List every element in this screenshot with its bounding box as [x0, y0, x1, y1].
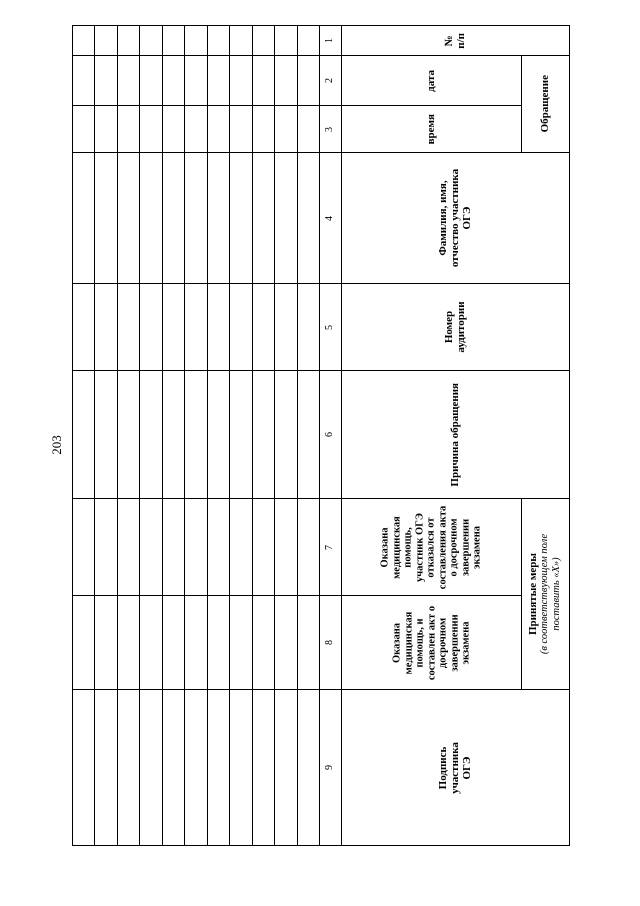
empty-cell[interactable]	[140, 690, 162, 846]
empty-cell[interactable]	[117, 499, 139, 596]
empty-row	[275, 26, 297, 846]
empty-cell[interactable]	[117, 26, 139, 56]
column-number: 4	[320, 153, 342, 284]
column-number-row	[320, 26, 342, 846]
header-full-name: Фамилия, имя, отчество участника ОГЭ	[437, 168, 474, 268]
header-full-name-cell	[342, 153, 570, 284]
empty-cell[interactable]	[73, 371, 95, 499]
header-date-cell	[342, 56, 522, 106]
empty-cell[interactable]	[275, 56, 297, 106]
header-date: дата	[425, 69, 438, 92]
empty-cell[interactable]	[297, 26, 319, 56]
empty-cell[interactable]	[95, 284, 117, 371]
empty-cell[interactable]	[117, 284, 139, 371]
empty-cell[interactable]	[117, 56, 139, 106]
empty-cell[interactable]	[140, 499, 162, 596]
empty-cell[interactable]	[140, 106, 162, 153]
empty-cell[interactable]	[207, 499, 229, 596]
header-measures-note: (в соответствующем поле поставить «Х»)	[539, 533, 563, 655]
empty-cell[interactable]	[73, 56, 95, 106]
empty-cell[interactable]	[117, 596, 139, 690]
empty-cell[interactable]	[95, 153, 117, 284]
empty-cell[interactable]	[185, 690, 207, 846]
empty-cell[interactable]	[95, 26, 117, 56]
empty-cell[interactable]	[275, 153, 297, 284]
header-measures-cell	[522, 499, 570, 690]
empty-cell[interactable]	[252, 106, 274, 153]
empty-cell[interactable]	[297, 153, 319, 284]
column-number: 5	[320, 284, 342, 371]
empty-cell[interactable]	[140, 596, 162, 690]
empty-cell[interactable]	[140, 153, 162, 284]
header-measures-block	[528, 514, 564, 674]
empty-cell[interactable]	[185, 499, 207, 596]
header-room: Номер аудитории	[443, 301, 468, 353]
header-signature: Подпись участника ОГЭ	[437, 741, 474, 794]
empty-cell[interactable]	[95, 371, 117, 499]
page-number: 203	[49, 435, 64, 455]
empty-cell[interactable]	[162, 284, 184, 371]
empty-cell[interactable]	[230, 153, 252, 284]
empty-cell[interactable]	[230, 56, 252, 106]
empty-cell[interactable]	[275, 596, 297, 690]
empty-cell[interactable]	[275, 106, 297, 153]
column-number: 2	[320, 56, 342, 106]
empty-row	[297, 26, 319, 846]
column-number: 6	[320, 371, 342, 499]
header-reason: Причина обращения	[449, 382, 462, 487]
empty-cell[interactable]	[95, 596, 117, 690]
empty-cell[interactable]	[185, 153, 207, 284]
empty-cell[interactable]	[117, 106, 139, 153]
header-room-cell	[342, 284, 570, 371]
empty-cell[interactable]	[162, 690, 184, 846]
empty-cell[interactable]	[185, 106, 207, 153]
empty-cell[interactable]	[117, 690, 139, 846]
empty-cell[interactable]	[230, 106, 252, 153]
header-refused-cell	[342, 499, 522, 596]
empty-cell[interactable]	[297, 106, 319, 153]
empty-cell[interactable]	[95, 106, 117, 153]
empty-cell[interactable]	[275, 26, 297, 56]
empty-cell[interactable]	[230, 284, 252, 371]
empty-cell[interactable]	[73, 690, 95, 846]
empty-cell[interactable]	[230, 499, 252, 596]
empty-cell[interactable]	[73, 284, 95, 371]
empty-row	[252, 26, 274, 846]
header-time: время	[425, 113, 438, 145]
empty-cell[interactable]	[252, 56, 274, 106]
empty-cell[interactable]	[95, 690, 117, 846]
header-number: № п/п	[443, 32, 468, 49]
column-number: 9	[320, 690, 342, 846]
empty-cell[interactable]	[297, 690, 319, 846]
column-number: 8	[320, 596, 342, 690]
empty-row	[185, 26, 207, 846]
empty-cell[interactable]	[162, 106, 184, 153]
empty-cell[interactable]	[95, 499, 117, 596]
header-act-drawn: Оказана медицинская помощь, и составлен акт о досрочном завершении экзамена	[391, 605, 472, 680]
empty-cell[interactable]	[207, 284, 229, 371]
empty-cell[interactable]	[73, 26, 95, 56]
empty-cell[interactable]	[297, 284, 319, 371]
empty-cell[interactable]	[252, 153, 274, 284]
empty-cell[interactable]	[117, 371, 139, 499]
empty-cell[interactable]	[207, 26, 229, 56]
empty-cell[interactable]	[73, 106, 95, 153]
empty-cell[interactable]	[252, 690, 274, 846]
empty-cell[interactable]	[185, 596, 207, 690]
header-number-cell	[342, 26, 570, 56]
column-number: 1	[320, 26, 342, 56]
empty-cell[interactable]	[275, 371, 297, 499]
empty-cell[interactable]	[207, 371, 229, 499]
empty-row	[207, 26, 229, 846]
empty-cell[interactable]	[252, 371, 274, 499]
empty-cell[interactable]	[185, 26, 207, 56]
empty-cell[interactable]	[230, 596, 252, 690]
empty-cell[interactable]	[185, 371, 207, 499]
empty-cell[interactable]	[297, 56, 319, 106]
empty-cell[interactable]	[73, 153, 95, 284]
empty-row	[230, 26, 252, 846]
empty-cell[interactable]	[162, 596, 184, 690]
empty-cell[interactable]	[117, 153, 139, 284]
empty-cell[interactable]	[162, 371, 184, 499]
empty-cell[interactable]	[207, 690, 229, 846]
empty-cell[interactable]	[73, 499, 95, 596]
empty-cell[interactable]	[185, 284, 207, 371]
empty-cell[interactable]	[140, 26, 162, 56]
empty-cell[interactable]	[162, 153, 184, 284]
empty-cell[interactable]	[140, 56, 162, 106]
column-number: 7	[320, 499, 342, 596]
empty-cell[interactable]	[162, 499, 184, 596]
empty-cell[interactable]	[252, 284, 274, 371]
header-measures: Принятые меры	[527, 553, 540, 636]
column-number: 3	[320, 106, 342, 153]
empty-cell[interactable]	[252, 499, 274, 596]
empty-cell[interactable]	[297, 596, 319, 690]
empty-cell[interactable]	[275, 499, 297, 596]
empty-cell[interactable]	[73, 596, 95, 690]
empty-cell[interactable]	[207, 153, 229, 284]
empty-cell[interactable]	[297, 499, 319, 596]
empty-cell[interactable]	[95, 56, 117, 106]
header-act-drawn-cell	[342, 596, 522, 690]
empty-cell[interactable]	[207, 56, 229, 106]
empty-cell[interactable]	[230, 690, 252, 846]
empty-cell[interactable]	[252, 26, 274, 56]
header-reason-cell	[342, 371, 570, 499]
empty-row	[162, 26, 184, 846]
medical-assistance-log-table	[72, 25, 570, 846]
empty-cell[interactable]	[252, 596, 274, 690]
empty-cell[interactable]	[275, 690, 297, 846]
empty-row	[73, 26, 95, 846]
empty-row	[140, 26, 162, 846]
header-signature-cell	[342, 690, 570, 846]
empty-cell[interactable]	[162, 56, 184, 106]
empty-cell[interactable]	[207, 106, 229, 153]
empty-cell[interactable]	[230, 26, 252, 56]
empty-cell[interactable]	[162, 26, 184, 56]
empty-cell[interactable]	[207, 596, 229, 690]
empty-row	[117, 26, 139, 846]
empty-cell[interactable]	[185, 56, 207, 106]
header-refused: Оказана медицинская помощь, участник ОГЭ отказался от составления акта о досрочном завершении экзамена	[379, 505, 483, 589]
header-appeal-cell	[522, 56, 570, 153]
empty-cell[interactable]	[140, 284, 162, 371]
empty-row	[95, 26, 117, 846]
header-time-cell	[342, 106, 522, 153]
empty-cell[interactable]	[140, 371, 162, 499]
empty-cell[interactable]	[230, 371, 252, 499]
empty-cell[interactable]	[297, 371, 319, 499]
empty-cell[interactable]	[275, 284, 297, 371]
header-appeal: Обращение	[539, 75, 552, 133]
